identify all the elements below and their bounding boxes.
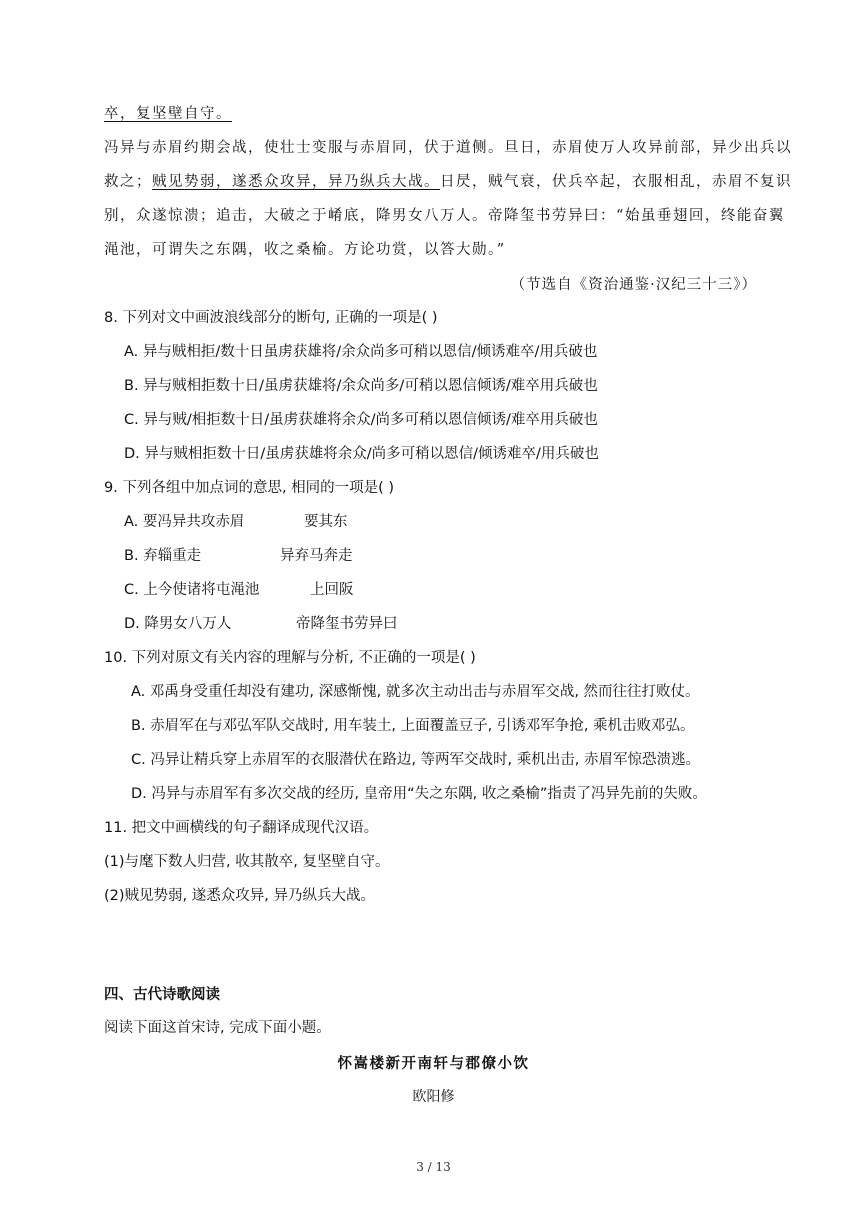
underlined-sentence: 卒，复坚壁自守。 [104, 106, 232, 122]
question-10-stem: 10. 下列对原文有关内容的理解与分析, 不正确的一项是( ) [104, 650, 476, 666]
question-11-item-2: (2)贼见势弱, 遂悉众攻异, 异乃纵兵大战。 [104, 888, 375, 904]
underlined-sentence: 贼见势弱，遂悉众攻异，异乃纵兵大战。 [152, 174, 440, 190]
passage-line: 渑池，可谓失之东隅，收之桑榆。方论功赏，以答大勋。” [104, 242, 506, 258]
question-10-option-c: C. 冯异让精兵穿上赤眉军的衣服潜伏在路边, 等两军交战时, 乘机出击, 赤眉军惊恐溃逃。 [131, 752, 700, 768]
question-9-option-d: D. 降男女八万人 帝降玺书劳异曰 [124, 616, 398, 632]
question-8-option-d: D. 异与贼相拒数十日/虽虏获雄将余众/尚多可稍以恩信/倾诱难卒/用兵破也 [124, 446, 599, 462]
poem-title: 怀嵩楼新开南轩与郡僚小饮 [337, 1055, 530, 1072]
passage-line: 冯异与赤眉约期会战，使壮士变服与赤眉同，伏于道侧。旦日，赤眉使万人攻异前部，异少出兵以 [104, 140, 792, 156]
page-number: 3 / 13 [416, 1160, 451, 1174]
question-9-option-a: A. 要冯异共攻赤眉 要其东 [124, 514, 348, 530]
question-9-stem: 9. 下列各组中加点词的意思, 相同的一项是( ) [104, 480, 395, 496]
question-11-item-1: (1)与麾下数人归营, 收其散卒, 复坚壁自守。 [104, 854, 390, 870]
question-11-stem: 11. 把文中画横线的句子翻译成现代汉语。 [104, 820, 379, 836]
passage-line [104, 104, 232, 124]
question-10-option-a: A. 邓禹身受重任却没有建功, 深感惭愧, 就多次主动出击与赤眉军交战, 然而往往打败仗。 [131, 684, 700, 700]
section-heading: 四、古代诗歌阅读 [104, 987, 220, 1003]
question-10-option-d: D. 冯异与赤眉军有多次交战的经历, 皇帝用“失之东隅, 收之桑榆”指责了冯异先前的失败。 [131, 786, 707, 802]
question-8-option-a: A. 异与贼相拒/数十日虽虏获雄将/余众尚多可稍以恩信/倾诱难卒/用兵破也 [124, 344, 598, 360]
question-9-option-c: C. 上今使诸将屯渑池 上回阪 [124, 582, 354, 598]
passage-line: 救之；贼见势弱，遂悉众攻异，异乃纵兵大战。日昃，贼气衰，伏兵卒起，衣服相乱，赤眉不复识 [104, 174, 792, 190]
question-9-option-b: B. 弃辎重走 异弃马奔走 [124, 548, 353, 564]
passage-source: （节选自《资治通鉴·汉纪三十三》） [510, 277, 757, 293]
question-8-option-c: C. 异与贼/相拒数十日/虽虏获雄将余众/尚多可稍以恩信倾诱/难卒用兵破也 [124, 412, 598, 428]
question-10-option-b: B. 赤眉军在与邓弘军队交战时, 用车装土, 上面覆盖豆子, 引诱邓军争抢, 乘机击败邓弘。 [131, 718, 695, 734]
poem-author: 欧阳修 [412, 1089, 455, 1105]
passage-line: 别，众遂惊溃；追击，大破之于崤底，降男女八万人。帝降玺书劳异曰：“始虽垂翅回，终能奋翼 [104, 208, 785, 224]
question-8-stem: 8. 下列对文中画波浪线部分的断句, 正确的一项是( ) [104, 310, 438, 326]
section-instruction: 阅读下面这首宋诗, 完成下面小题。 [104, 1020, 331, 1036]
question-8-option-b: B. 异与贼相拒数十日/虽虏获雄将/余众尚多/可稍以恩信倾诱/难卒用兵破也 [124, 378, 598, 394]
